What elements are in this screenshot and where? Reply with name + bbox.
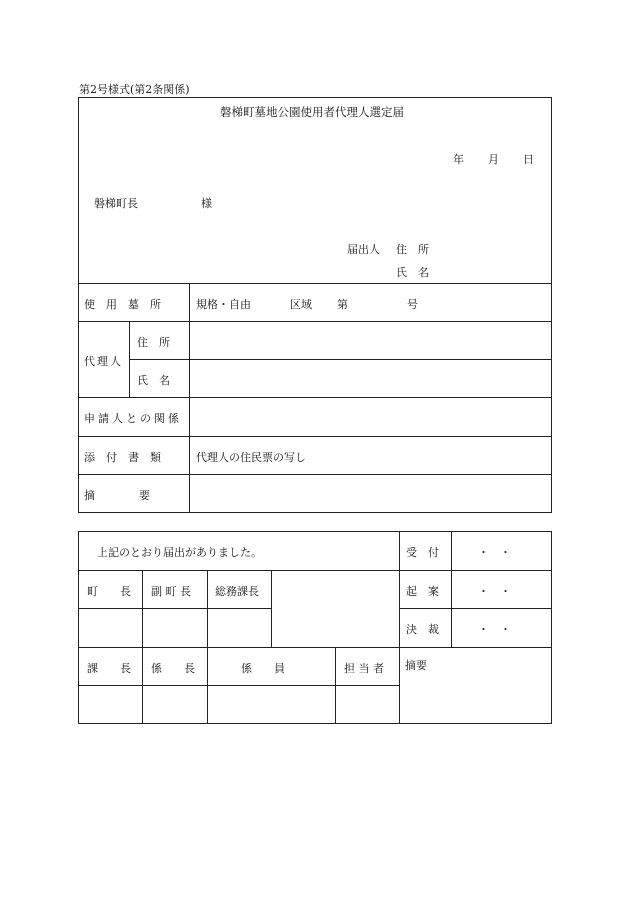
received-label: 受 付 bbox=[406, 546, 439, 559]
row-line bbox=[78, 685, 399, 686]
summary-label: 摘要 bbox=[405, 659, 427, 672]
mayor-label: 町 長 bbox=[87, 585, 131, 598]
form-number: 第2号様式(第2条関係) bbox=[79, 83, 190, 96]
column-line bbox=[207, 570, 208, 724]
row-line bbox=[399, 608, 552, 609]
form-title: 磐梯町墓地公園使用者代理人選定届 bbox=[220, 105, 404, 119]
office-notice: 上記のとおり届出がありました。 bbox=[97, 546, 262, 559]
row-line bbox=[78, 570, 552, 571]
row-line bbox=[78, 321, 552, 322]
draft-label: 起 案 bbox=[406, 585, 439, 598]
vice-mayor-label: 副 町 長 bbox=[151, 585, 191, 598]
date-day: 日 bbox=[523, 153, 534, 166]
attachments-value: 代理人の住民票の写し bbox=[196, 451, 306, 464]
row-line bbox=[78, 474, 552, 475]
agent-name-label: 氏 名 bbox=[137, 374, 170, 387]
grave-label: 使 用 墓 所 bbox=[84, 298, 161, 311]
applicant-address-label: 住 所 bbox=[396, 243, 429, 256]
applicant-label: 届出人 bbox=[347, 243, 380, 256]
agent-label: 代理人 bbox=[84, 355, 123, 368]
date-year: 年 bbox=[453, 153, 464, 166]
addressee-name: 磐梯町長 bbox=[94, 197, 138, 210]
row-line bbox=[129, 359, 552, 360]
row-line bbox=[78, 436, 552, 437]
column-line bbox=[142, 570, 143, 724]
relation-label: 申請人との関係 bbox=[84, 412, 182, 425]
draft-date: ・ ・ bbox=[478, 585, 511, 598]
decision-date: ・ ・ bbox=[478, 623, 511, 636]
received-date: ・ ・ bbox=[478, 546, 511, 559]
section-chief-label: 課 長 bbox=[87, 662, 131, 675]
column-line bbox=[399, 531, 400, 724]
addressee-honorific: 様 bbox=[201, 197, 212, 210]
column-line bbox=[271, 570, 272, 647]
agent-address-label: 住 所 bbox=[137, 336, 170, 349]
attachments-label: 添 付 書 類 bbox=[84, 451, 161, 464]
grave-number-prefix: 第 bbox=[337, 298, 348, 311]
row-line bbox=[78, 397, 552, 398]
grave-area: 区域 bbox=[290, 298, 312, 311]
grave-number-suffix: 号 bbox=[407, 298, 418, 311]
row-line bbox=[78, 608, 271, 609]
subsection-chief-label: 係 長 bbox=[151, 662, 195, 675]
remarks-label: 摘 要 bbox=[84, 489, 150, 502]
staff-label: 係 員 bbox=[241, 662, 285, 675]
column-line bbox=[129, 321, 130, 397]
row-line bbox=[78, 647, 552, 648]
column-line bbox=[451, 531, 452, 647]
row-line bbox=[78, 283, 552, 284]
decision-label: 決 裁 bbox=[406, 623, 439, 636]
column-line bbox=[335, 647, 336, 724]
general-affairs-chief-label: 総務課長 bbox=[215, 585, 259, 598]
column-line bbox=[189, 283, 190, 513]
date-month: 月 bbox=[488, 153, 499, 166]
grave-spec: 規格・自由 bbox=[196, 298, 251, 311]
person-in-charge-label: 担 当 者 bbox=[344, 662, 384, 675]
applicant-name-label: 氏 名 bbox=[396, 266, 429, 279]
